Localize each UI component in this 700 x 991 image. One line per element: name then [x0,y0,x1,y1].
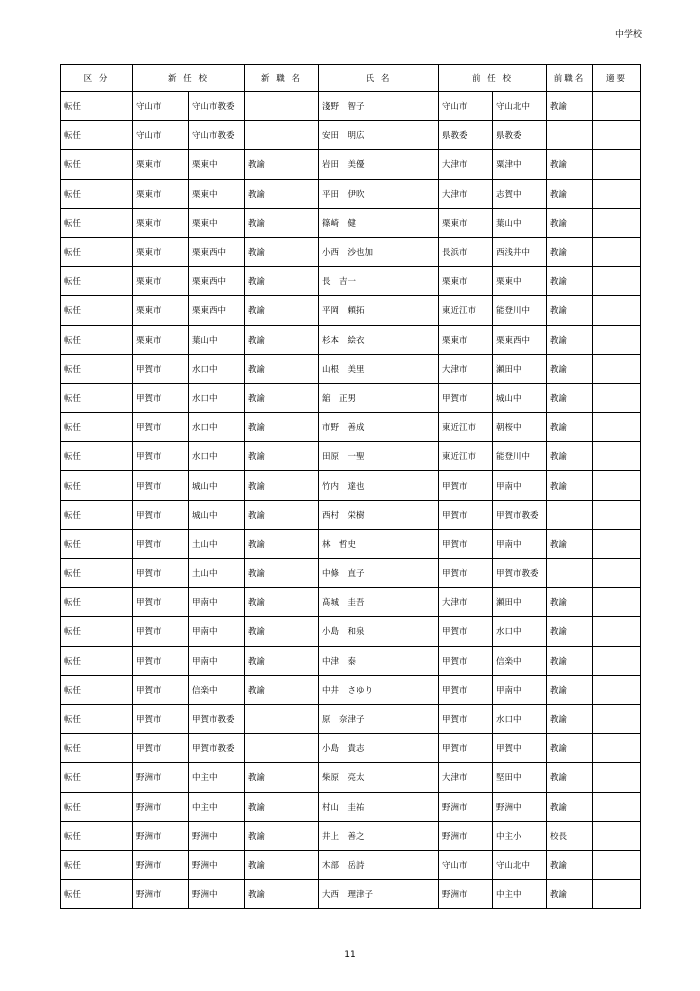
cell-prev-school: 甲南中 [493,675,547,704]
cell-new-school: 葉山中 [189,325,245,354]
cell-prev-city: 甲賀市 [439,734,493,763]
cell-new-title: 教諭 [245,500,319,529]
cell-new-title: 教諭 [245,617,319,646]
cell-remarks [593,675,641,704]
cell-prev-school: 甲南中 [493,471,547,500]
cell-prev-title [547,500,593,529]
cell-prev-city: 甲賀市 [439,675,493,704]
cell-new-school: 水口中 [189,413,245,442]
cell-new-school: 甲南中 [189,588,245,617]
cell-prev-title: 教諭 [547,763,593,792]
cell-new-school: 栗東中 [189,150,245,179]
cell-new-title: 教諭 [245,442,319,471]
cell-new-city: 甲賀市 [133,617,189,646]
cell-name: 長 吉一 [319,267,439,296]
cell-prev-city: 長浜市 [439,237,493,266]
cell-remarks [593,121,641,150]
cell-prev-title: 教諭 [547,880,593,909]
table-row [61,646,641,675]
cell-category: 転任 [61,500,133,529]
cell-new-city: 甲賀市 [133,646,189,675]
cell-new-school: 守山市教委 [189,92,245,121]
cell-new-city: 野洲市 [133,880,189,909]
cell-prev-title: 教諭 [547,267,593,296]
cell-new-city: 栗東市 [133,208,189,237]
header-new-school: 新 任 校 [133,65,245,92]
cell-category: 転任 [61,325,133,354]
cell-prev-city: 甲賀市 [439,646,493,675]
cell-new-city: 栗東市 [133,325,189,354]
cell-new-school: 水口中 [189,442,245,471]
table-row [61,150,641,179]
cell-prev-city: 大津市 [439,588,493,617]
cell-remarks [593,763,641,792]
cell-prev-school: 栗東西中 [493,325,547,354]
cell-new-city: 甲賀市 [133,383,189,412]
cell-prev-city: 栗東市 [439,267,493,296]
cell-prev-school: 城山中 [493,383,547,412]
cell-prev-title: 教諭 [547,792,593,821]
cell-remarks [593,150,641,179]
cell-category: 転任 [61,121,133,150]
cell-prev-school: 守山北中 [493,92,547,121]
cell-prev-school: 水口中 [493,617,547,646]
cell-prev-school: 粟津中 [493,150,547,179]
table-row [61,296,641,325]
cell-prev-title: 教諭 [547,646,593,675]
cell-prev-city: 大津市 [439,150,493,179]
cell-new-title [245,92,319,121]
cell-prev-city: 野洲市 [439,792,493,821]
cell-prev-city: 甲賀市 [439,383,493,412]
cell-category: 転任 [61,529,133,558]
cell-new-city: 甲賀市 [133,442,189,471]
cell-prev-city: 大津市 [439,354,493,383]
cell-remarks [593,179,641,208]
cell-category: 転任 [61,92,133,121]
cell-new-city: 守山市 [133,121,189,150]
cell-new-title: 教諭 [245,529,319,558]
cell-remarks [593,880,641,909]
cell-remarks [593,588,641,617]
cell-new-city: 野洲市 [133,763,189,792]
cell-new-title: 教諭 [245,675,319,704]
cell-prev-city: 甲賀市 [439,471,493,500]
cell-new-title: 教諭 [245,850,319,879]
cell-remarks [593,559,641,588]
cell-name: 木部 岳詩 [319,850,439,879]
cell-new-city: 栗東市 [133,150,189,179]
cell-new-city: 甲賀市 [133,559,189,588]
cell-new-school: 野洲中 [189,850,245,879]
cell-name: 井上 善之 [319,821,439,850]
cell-remarks [593,704,641,733]
cell-new-city: 甲賀市 [133,704,189,733]
table-row [61,734,641,763]
table-row [61,559,641,588]
cell-prev-title: 教諭 [547,704,593,733]
cell-new-city: 甲賀市 [133,413,189,442]
cell-remarks [593,471,641,500]
cell-new-school: 土山中 [189,529,245,558]
cell-name: 田原 一聖 [319,442,439,471]
cell-new-school: 城山中 [189,471,245,500]
cell-name: 柴原 亮太 [319,763,439,792]
header-prev-title: 前職名 [547,65,593,92]
cell-new-school: 野洲中 [189,821,245,850]
cell-prev-school: 甲賀市教委 [493,559,547,588]
cell-new-city: 甲賀市 [133,675,189,704]
cell-prev-school: 堅田中 [493,763,547,792]
cell-remarks [593,500,641,529]
cell-new-title: 教諭 [245,237,319,266]
cell-prev-school: 能登川中 [493,442,547,471]
cell-new-title: 教諭 [245,179,319,208]
cell-new-school: 甲南中 [189,617,245,646]
cell-new-city: 栗東市 [133,237,189,266]
cell-remarks [593,267,641,296]
cell-name: 杉本 絵衣 [319,325,439,354]
cell-new-city: 野洲市 [133,821,189,850]
cell-prev-title: 教諭 [547,617,593,646]
cell-name: 中津 泰 [319,646,439,675]
table-row [61,179,641,208]
page-number: 11 [344,950,356,960]
cell-prev-title: 校長 [547,821,593,850]
cell-prev-school: 信楽中 [493,646,547,675]
cell-new-title: 教諭 [245,821,319,850]
cell-remarks [593,734,641,763]
cell-category: 転任 [61,617,133,646]
cell-new-title [245,121,319,150]
cell-remarks [593,529,641,558]
cell-name: 岩田 美優 [319,150,439,179]
cell-remarks [593,92,641,121]
table-row [61,880,641,909]
cell-category: 転任 [61,208,133,237]
cell-new-city: 甲賀市 [133,500,189,529]
cell-prev-school: 守山北中 [493,850,547,879]
cell-prev-school: 瀬田中 [493,354,547,383]
cell-new-city: 甲賀市 [133,354,189,383]
cell-category: 転任 [61,559,133,588]
cell-category: 転任 [61,675,133,704]
cell-new-school: 中主中 [189,763,245,792]
cell-name: 竹内 達也 [319,471,439,500]
table-row [61,237,641,266]
cell-remarks [593,383,641,412]
cell-prev-school: 中主中 [493,880,547,909]
cell-name: 小西 沙也加 [319,237,439,266]
cell-prev-school: 県教委 [493,121,547,150]
cell-prev-title: 教諭 [547,529,593,558]
cell-prev-title: 教諭 [547,383,593,412]
cell-new-city: 甲賀市 [133,471,189,500]
table-row [61,821,641,850]
table-row [61,383,641,412]
cell-prev-school: 野洲中 [493,792,547,821]
cell-new-school: 甲賀市教委 [189,734,245,763]
cell-category: 転任 [61,704,133,733]
table-row [61,471,641,500]
cell-category: 転任 [61,179,133,208]
cell-prev-title: 教諭 [547,237,593,266]
table-row [61,92,641,121]
cell-prev-city: 甲賀市 [439,704,493,733]
cell-category: 転任 [61,792,133,821]
cell-prev-school: 葉山中 [493,208,547,237]
cell-prev-title: 教諭 [547,588,593,617]
personnel-table [60,64,641,909]
cell-prev-school: 西浅井中 [493,237,547,266]
cell-new-title: 教諭 [245,383,319,412]
cell-name: 小島 和泉 [319,617,439,646]
cell-prev-school: 志賀中 [493,179,547,208]
table-row [61,208,641,237]
cell-prev-title: 教諭 [547,208,593,237]
cell-prev-title: 教諭 [547,471,593,500]
school-level-label: 中学校 [614,30,642,40]
cell-prev-title: 教諭 [547,354,593,383]
cell-prev-title [547,121,593,150]
cell-remarks [593,617,641,646]
cell-new-school: 中主中 [189,792,245,821]
table-row [61,704,641,733]
cell-prev-title [547,559,593,588]
cell-new-city: 栗東市 [133,179,189,208]
cell-new-title: 教諭 [245,559,319,588]
cell-category: 転任 [61,646,133,675]
header-name: 氏 名 [319,65,439,92]
table-row [61,325,641,354]
cell-new-title: 教諭 [245,471,319,500]
cell-new-school: 栗東西中 [189,237,245,266]
cell-name: 中條 直子 [319,559,439,588]
table-row [61,617,641,646]
table-row [61,763,641,792]
table-row [61,413,641,442]
cell-new-city: 甲賀市 [133,588,189,617]
cell-prev-city: 大津市 [439,179,493,208]
header-new-title: 新 職 名 [245,65,319,92]
cell-new-city: 野洲市 [133,850,189,879]
cell-remarks [593,208,641,237]
cell-prev-city: 甲賀市 [439,559,493,588]
cell-name: 西村 栄樹 [319,500,439,529]
cell-new-title: 教諭 [245,413,319,442]
table-row [61,442,641,471]
cell-prev-city: 県教委 [439,121,493,150]
cell-category: 転任 [61,471,133,500]
table-row [61,675,641,704]
cell-remarks [593,237,641,266]
cell-remarks [593,442,641,471]
cell-new-title: 教諭 [245,354,319,383]
cell-prev-title: 教諭 [547,442,593,471]
table-row [61,354,641,383]
cell-prev-city: 栗東市 [439,325,493,354]
cell-name: 舘 正男 [319,383,439,412]
cell-name: 安田 明広 [319,121,439,150]
cell-category: 転任 [61,763,133,792]
cell-category: 転任 [61,588,133,617]
cell-prev-school: 甲南中 [493,529,547,558]
cell-prev-city: 守山市 [439,92,493,121]
cell-new-school: 水口中 [189,383,245,412]
table-row [61,121,641,150]
cell-prev-city: 甲賀市 [439,529,493,558]
cell-prev-title: 教諭 [547,850,593,879]
table-row [61,500,641,529]
cell-new-city: 守山市 [133,92,189,121]
cell-prev-title: 教諭 [547,675,593,704]
table-row [61,267,641,296]
cell-name: 林 哲史 [319,529,439,558]
cell-prev-city: 野洲市 [439,880,493,909]
cell-remarks [593,325,641,354]
cell-prev-city: 野洲市 [439,821,493,850]
cell-category: 転任 [61,413,133,442]
cell-prev-school: 甲賀市教委 [493,500,547,529]
cell-new-school: 栗東西中 [189,267,245,296]
cell-prev-title: 教諭 [547,296,593,325]
cell-new-title: 教諭 [245,588,319,617]
cell-new-title: 教諭 [245,150,319,179]
cell-new-city: 野洲市 [133,792,189,821]
cell-new-title [245,734,319,763]
cell-name: 原 奈津子 [319,704,439,733]
cell-new-school: 城山中 [189,500,245,529]
cell-prev-city: 東近江市 [439,442,493,471]
cell-category: 転任 [61,880,133,909]
cell-new-school: 水口中 [189,354,245,383]
cell-new-city: 甲賀市 [133,734,189,763]
table-header-row [61,65,641,92]
cell-remarks [593,413,641,442]
cell-prev-city: 甲賀市 [439,617,493,646]
cell-new-city: 甲賀市 [133,529,189,558]
cell-prev-title: 教諭 [547,92,593,121]
cell-prev-city: 守山市 [439,850,493,879]
cell-name: 髙城 圭吾 [319,588,439,617]
header-remarks: 適要 [593,65,641,92]
cell-new-title: 教諭 [245,267,319,296]
cell-new-title: 教諭 [245,325,319,354]
cell-new-school: 栗東西中 [189,296,245,325]
cell-remarks [593,792,641,821]
cell-new-title: 教諭 [245,646,319,675]
cell-new-school: 甲南中 [189,646,245,675]
cell-category: 転任 [61,821,133,850]
header-prev-school: 前 任 校 [439,65,547,92]
cell-category: 転任 [61,296,133,325]
cell-prev-school: 栗東中 [493,267,547,296]
cell-new-school: 土山中 [189,559,245,588]
cell-new-title: 教諭 [245,763,319,792]
table-row [61,850,641,879]
cell-category: 転任 [61,383,133,412]
cell-prev-school: 朝桜中 [493,413,547,442]
cell-remarks [593,850,641,879]
header-category: 区 分 [61,65,133,92]
cell-name: 淺野 智子 [319,92,439,121]
cell-new-school: 甲賀市教委 [189,704,245,733]
cell-new-school: 守山市教委 [189,121,245,150]
cell-category: 転任 [61,267,133,296]
cell-prev-school: 水口中 [493,704,547,733]
cell-name: 平岡 頼拓 [319,296,439,325]
cell-prev-school: 能登川中 [493,296,547,325]
cell-prev-city: 栗東市 [439,208,493,237]
cell-name: 村山 圭祐 [319,792,439,821]
cell-name: 中井 さゆり [319,675,439,704]
cell-new-school: 栗東中 [189,179,245,208]
cell-new-school: 栗東中 [189,208,245,237]
cell-new-city: 栗東市 [133,267,189,296]
cell-prev-school: 甲賀中 [493,734,547,763]
cell-category: 転任 [61,237,133,266]
cell-category: 転任 [61,150,133,179]
cell-prev-city: 東近江市 [439,296,493,325]
cell-new-title: 教諭 [245,208,319,237]
cell-name: 篠崎 健 [319,208,439,237]
table-row [61,588,641,617]
cell-prev-title: 教諭 [547,325,593,354]
cell-prev-city: 甲賀市 [439,500,493,529]
cell-category: 転任 [61,734,133,763]
cell-prev-school: 瀬田中 [493,588,547,617]
cell-remarks [593,821,641,850]
cell-remarks [593,646,641,675]
cell-name: 市野 善成 [319,413,439,442]
cell-category: 転任 [61,354,133,383]
cell-new-school: 信楽中 [189,675,245,704]
cell-remarks [593,354,641,383]
table-row [61,529,641,558]
cell-prev-title: 教諭 [547,179,593,208]
cell-name: 平田 伊吹 [319,179,439,208]
cell-name: 小島 貴志 [319,734,439,763]
cell-prev-city: 東近江市 [439,413,493,442]
cell-remarks [593,296,641,325]
cell-new-title: 教諭 [245,296,319,325]
cell-new-school: 野洲中 [189,880,245,909]
cell-category: 転任 [61,442,133,471]
cell-prev-title: 教諭 [547,150,593,179]
cell-prev-school: 中主小 [493,821,547,850]
cell-prev-title: 教諭 [547,413,593,442]
table-row [61,792,641,821]
cell-prev-title: 教諭 [547,734,593,763]
cell-prev-city: 大津市 [439,763,493,792]
cell-new-title [245,704,319,733]
cell-category: 転任 [61,850,133,879]
cell-new-title: 教諭 [245,792,319,821]
cell-new-city: 栗東市 [133,296,189,325]
cell-name: 大西 理津子 [319,880,439,909]
cell-name: 山根 美里 [319,354,439,383]
cell-new-title: 教諭 [245,880,319,909]
